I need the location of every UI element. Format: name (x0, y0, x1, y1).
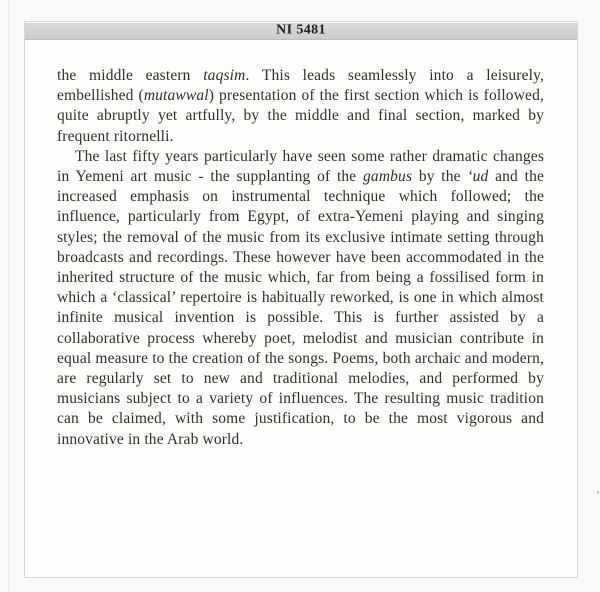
text-segment: and the increased emphasis on instrumental technique which followed; the influence, particularly from Egypt, of extra-Yemeni playing and singing styles; the removal of the music from its exclusive intimate setting through broadcasts and recordings. These however have been accommodated in the inherited structure of the music which, far from being a fossilised form in which a ‘classical’ repertoire is habitually reworked, is one in which almost infinite musical invention is possible. This is further assisted by a collaborative process whereby poet, melodist and musician contribute in equal measure to the creation of the songs. Poems, both archaic and modern, are regularly set to new and traditional melodies, and performed by musicians subject to a variety of influences. The resulting music tradition can be claimed, with some justification, to be the most vigorous and innovative in the Arab world. (57, 168, 545, 448)
italic-term: mutawwal (143, 87, 209, 105)
text-segment: ) presentation of the first section which is followed, quite abruptly yet artfully, by the middle and final section, marked by frequent ritornelli. (57, 87, 544, 145)
catalog-number: NI 5481 (276, 22, 326, 38)
paragraph (57, 147, 544, 450)
booklet-text (25, 40, 577, 450)
text-segment: The last fifty years particularly have seen some rather dramatic changes in Yemeni art music - the supplanting of the (57, 147, 544, 186)
italic-term: taqsim (203, 67, 246, 84)
catalog-header-bar (25, 23, 577, 40)
scan-page-edge-line (8, 0, 10, 592)
italic-term: ‘ud (467, 168, 489, 186)
text-segment: the middle eastern (57, 67, 204, 84)
paragraph (57, 66, 544, 147)
scan-speck-artifact (597, 491, 599, 494)
italic-term: gambus (363, 168, 413, 186)
text-segment: . This leads seamlessly into a leisurely, embellished ( (57, 67, 544, 105)
text-segment: by the (412, 168, 468, 186)
booklet-page (24, 21, 578, 578)
